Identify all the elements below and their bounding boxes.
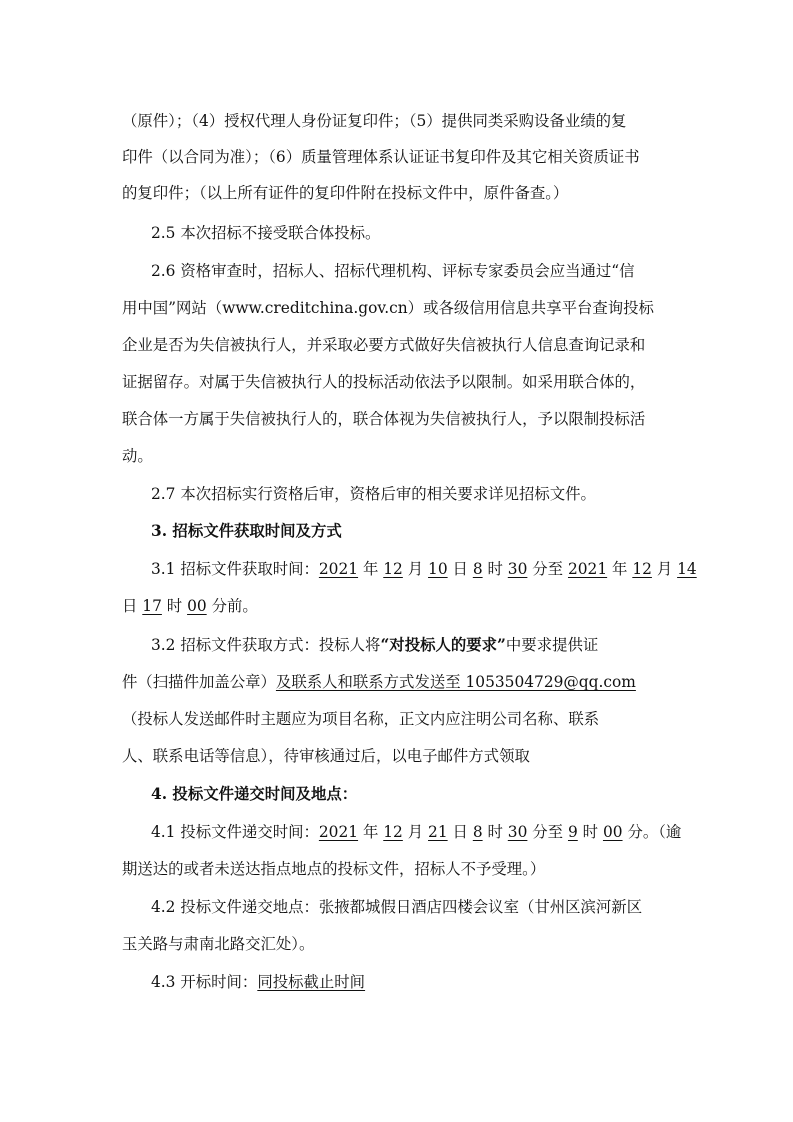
- paragraph-line: 印件（以合同为准）；（6）质量管理体系认证证书复印件及其它相关资质证书: [122, 148, 640, 166]
- paragraph-line: 日 17 时 00 分前。: [122, 597, 258, 615]
- section-heading-4: 4. 投标文件递交时间及地点：: [151, 785, 358, 803]
- paragraph-line: 联合体一方属于失信被执行人的，联合体视为失信被执行人，予以限制投标活: [122, 410, 646, 428]
- clause-2-7: 2.7 本次招标实行资格后审，资格后审的相关要求详见招标文件。: [151, 485, 596, 503]
- clause-2-5: 2.5 本次招标不接受联合体投标。: [151, 224, 381, 242]
- clause-3-1: 3.1 招标文件获取时间：2021 年 12 月 10 日 8 时 30 分至 2021 年 12 月 14: [151, 560, 697, 578]
- paragraph-line: 动。: [122, 447, 153, 465]
- paragraph-line: 玉关路与肃南北路交汇处）。: [122, 935, 315, 953]
- clause-3-2: 3.2 招标文件获取方式：投标人将“对投标人的要求”中要求提供证: [151, 636, 599, 654]
- paragraph-line: 的复印件；（以上所有证件的复印件附在投标文件中，原件备查。）: [122, 184, 569, 202]
- paragraph-line: 期送达的或者未送达指点地点的投标文件，招标人不予受理。）: [122, 860, 546, 878]
- paragraph-line: 用中国”网站（www.creditchina.gov.cn）或各级信用信息共享平台查询投标: [122, 299, 654, 317]
- paragraph-line: 件（扫描件加盖公章）及联系人和联系方式发送至 1053504729@qq.com: [122, 673, 636, 691]
- clause-4-2: 4.2 投标文件递交地点：张掖都城假日酒店四楼会议室（甘州区滨河新区: [151, 898, 643, 916]
- section-heading-3: 3. 招标文件获取时间及方式: [151, 522, 342, 540]
- paragraph-line: （原件）；（4）授权代理人身份证复印件；（5）提供同类采购设备业绩的复: [122, 112, 627, 130]
- clause-4-3: 4.3 开标时间：同投标截止时间: [151, 973, 366, 991]
- clause-2-6: 2.6 资格审查时，招标人、招标代理机构、评标专家委员会应当通过“信: [151, 262, 635, 280]
- paragraph-line: 人、联系电话等信息），待审核通过后，以电子邮件方式领取: [122, 747, 530, 765]
- paragraph-line: （投标人发送邮件时主题应为项目名称，正文内应注明公司名称、联系: [122, 710, 600, 728]
- paragraph-line: 企业是否为失信被执行人，并采取必要方式做好失信被执行人信息查询记录和: [122, 336, 646, 354]
- paragraph-line: 证据留存。对属于失信被执行人的投标活动依法予以限制。如采用联合体的，: [122, 373, 646, 391]
- clause-4-1: 4.1 投标文件递交时间：2021 年 12 月 21 日 8 时 30 分至 9 时 00 分。（逾: [151, 823, 682, 841]
